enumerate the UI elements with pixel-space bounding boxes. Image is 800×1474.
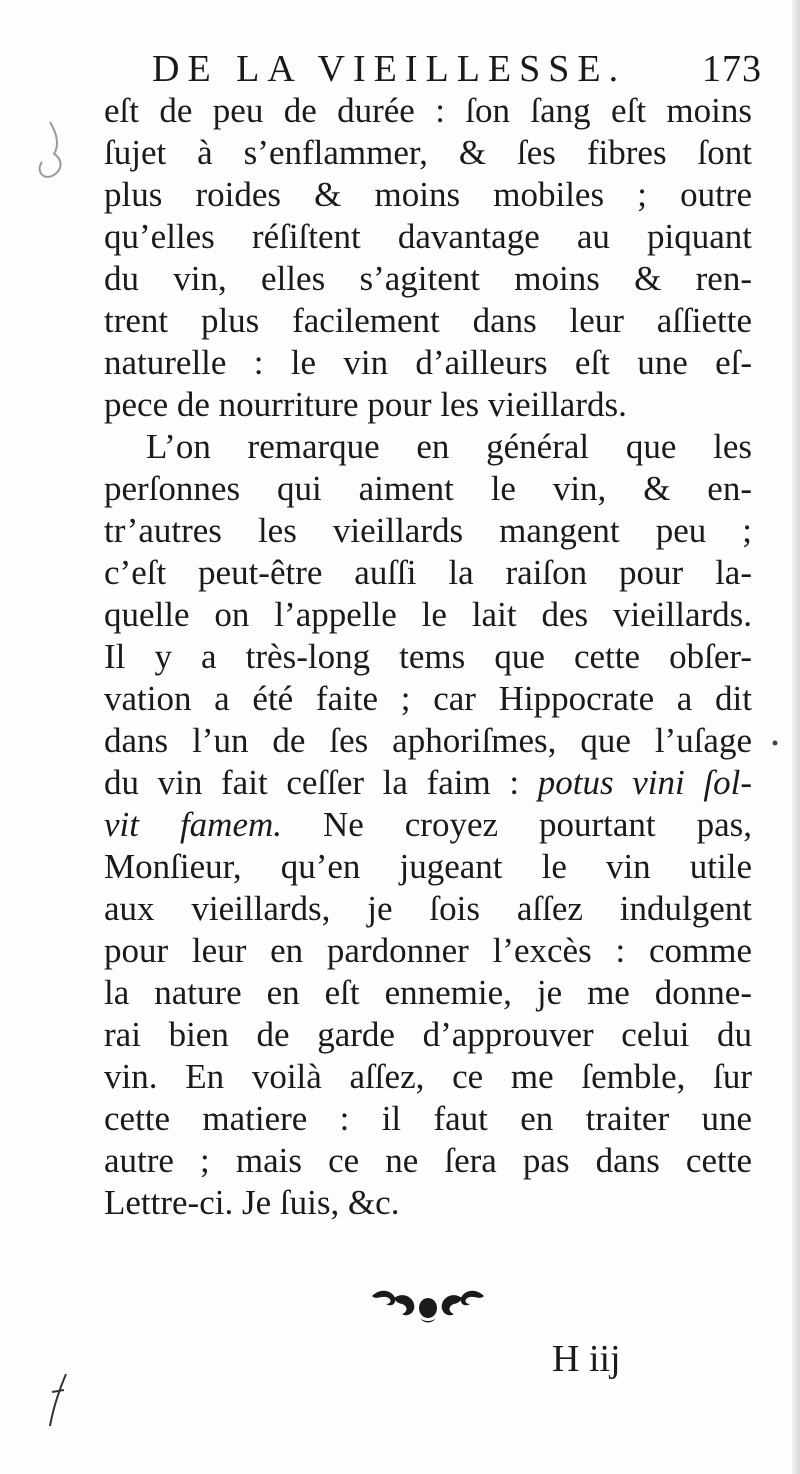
- text-line: Monſieur, qu’en jugeant le vin utile: [104, 847, 752, 886]
- text-line: naturelle : le vin d’ailleurs eſt une eſ-: [104, 343, 752, 382]
- closing-line: Lettre-ci. Je ſuis, &c.: [104, 1183, 400, 1222]
- text-fragment: Ne croyez pourtant pas,: [282, 805, 752, 844]
- text-line: Il y a très-long tems que cette obſer-: [104, 637, 752, 676]
- latin-quotation: vit famem.: [104, 805, 283, 844]
- text-line: ſujet à s’enflammer, & ſes fibres ſont: [104, 133, 752, 172]
- text-line: plus roides & moins mobiles ; outre: [104, 175, 752, 214]
- text-line: cette matiere : il faut en traiter une: [104, 1099, 752, 1138]
- fleuron-ornament-icon: [368, 1282, 488, 1326]
- text-line-with-latin: [104, 804, 752, 846]
- text-line-with-latin: [104, 762, 752, 804]
- latin-quotation: potus vini ſol-: [537, 763, 752, 802]
- text-line: eſt de peu de durée : ſon ſang eſt moins: [104, 91, 752, 130]
- text-line: perſonnes qui aiment le vin, & en-: [104, 469, 752, 508]
- margin-stain-mark: [30, 118, 70, 188]
- text-line: aux vieillards, je ſois aſſez indulgent: [104, 889, 752, 928]
- text-line: quelle on l’appelle le lait des vieillards.: [104, 595, 752, 634]
- text-line: la nature en eſt ennemie, je me donne-: [104, 973, 752, 1012]
- text-line: trent plus facilement dans leur aſſiette: [104, 301, 752, 340]
- text-line: dans l’un de ſes aphoriſmes, que l’uſage: [104, 721, 752, 760]
- signature-mark: H iij: [552, 1338, 621, 1380]
- margin-dot: [770, 738, 780, 748]
- text-line: du vin, elles s’agitent moins & ren-: [104, 259, 752, 298]
- text-line: c’eſt peut-être auſſi la raiſon pour la-: [104, 553, 752, 592]
- text-line: qu’elles réſiſtent davantage au piquant: [104, 217, 752, 256]
- text-line: vin. En voilà aſſez, ce me ſemble, ſur: [104, 1057, 752, 1096]
- text-line: vation a été faite ; car Hippocrate a dit: [104, 679, 752, 718]
- paragraph-first-line: L’on remarque en général que les: [146, 427, 752, 466]
- body-text: [104, 90, 752, 1224]
- page-edge-shadow: [792, 0, 800, 1474]
- text-line: rai bien de garde d’approuver celui du: [104, 1015, 752, 1054]
- running-head: [152, 44, 762, 94]
- text-line: tr’autres les vieillards mangent peu ;: [104, 511, 752, 550]
- running-head-title: DE LA VIEILLESSE.: [152, 48, 627, 90]
- text-line: pour leur en pardonner l’excès : comme: [104, 931, 752, 970]
- text-line: pece de nourriture pour les vieillards.: [104, 385, 627, 424]
- page-number: 173: [702, 48, 762, 90]
- margin-pen-stroke: [44, 1370, 74, 1430]
- text-line: autre ; mais ce ne ſera pas dans cette: [104, 1141, 752, 1180]
- text-fragment: du vin fait ceſſer la faim :: [104, 763, 538, 802]
